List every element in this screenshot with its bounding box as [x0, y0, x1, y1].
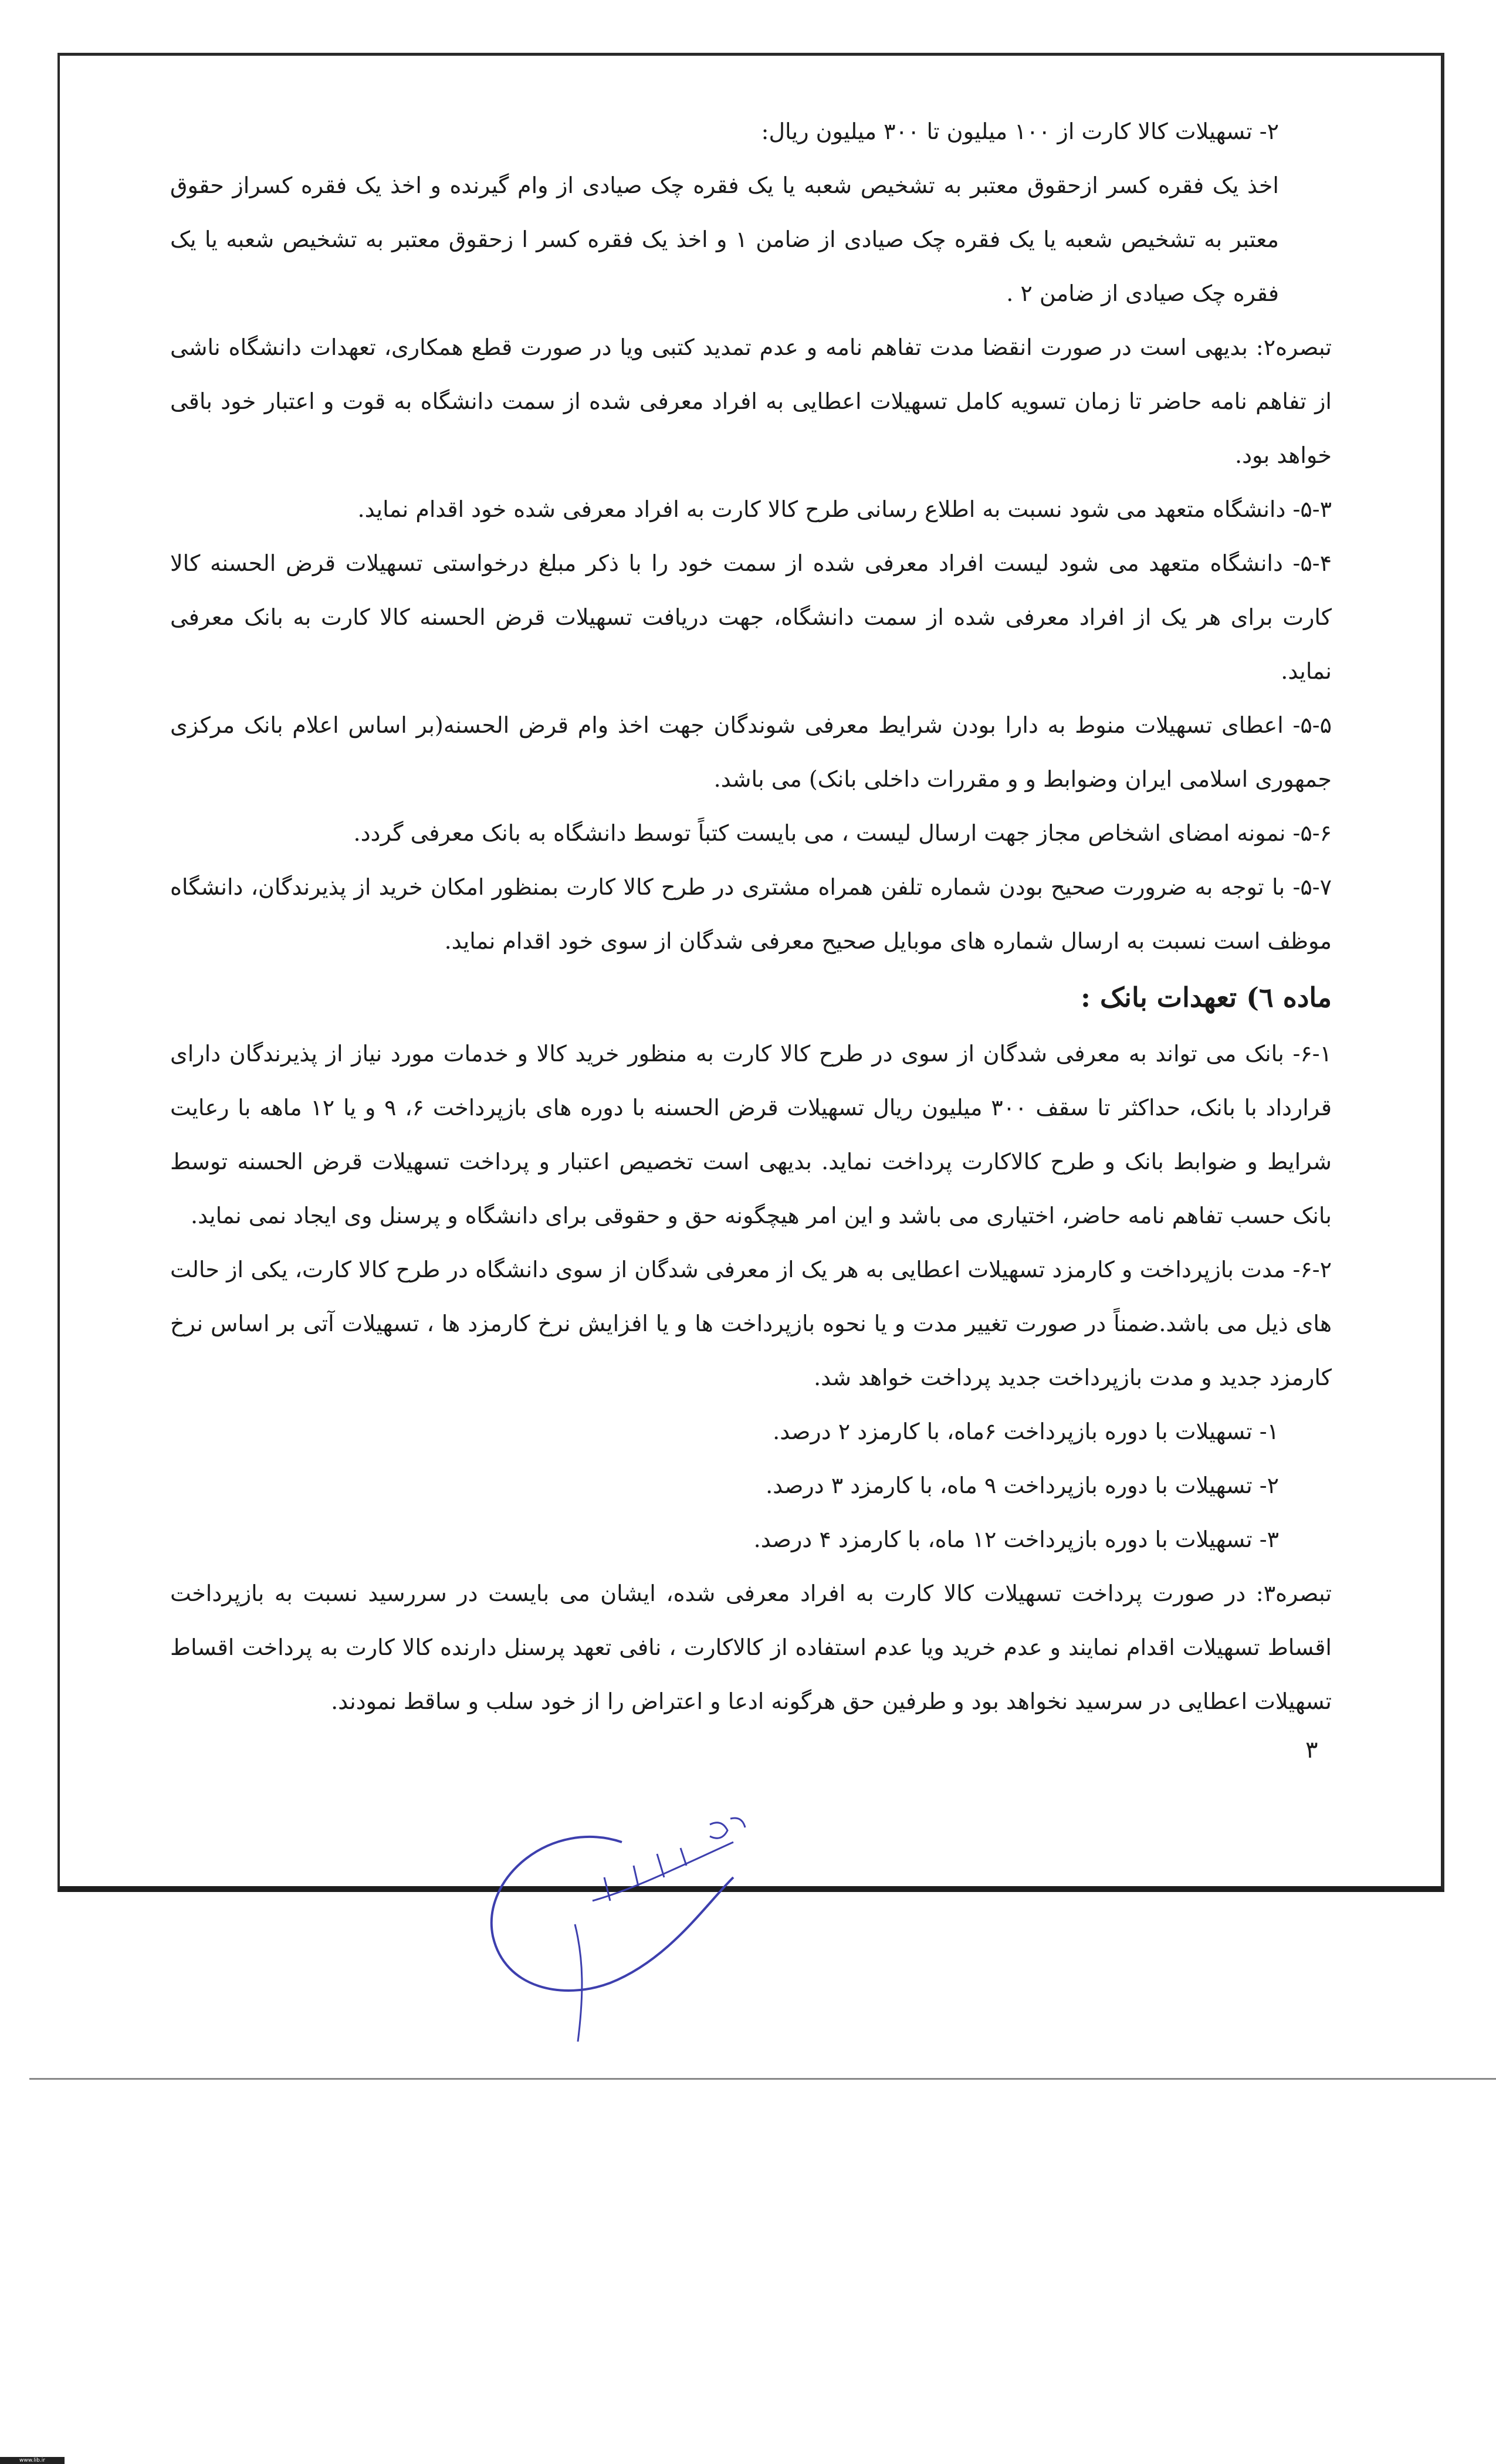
article-6-heading: ماده ٦) تعهدات بانک : — [1081, 981, 1332, 1013]
clause-5-3: ۵-۳- دانشگاه متعهد می شود نسبت به اطلاع رسانی طرح کالا کارت به افراد معرفی شده خود اقدام نماید. — [357, 496, 1332, 522]
clause-6-1: ۶-۱- بانک می تواند به معرفی شدگان از سوی در طرح کالا کارت به منظور خرید کالا و خدمات مورد نیاز از پذیرندگان دارای قرارداد با بانک، حداکثر تا سقف ۳۰۰ میلیون ریال تسهیلات قرض الحسنه با دوره های بازپرداخت ۶، ۹ و یا ۱۲ ماهه با رعایت شرایط و ضوابط بانک و طرح کالاکارت پرداخت نماید. بدیهی است تخصیص اعتبار و پرداخت تسهیلات قرض الحسنه توسط بانک حسب تفاهم نامه حاضر، اختیاری می باشد و این امر هیچگونه حق و حقوقی برای دانشگاه و پرسنل وی ایجاد نمی نماید. — [170, 1041, 1332, 1228]
note-2: تبصره۲: بدیهی است در صورت انقضا مدت تفاهم نامه و عدم تمدید کتبی ویا در صورت قطع همکاری، تعهدات دانشگاه ناشی از تفاهم نامه حاضر تا زمان تسویه کامل تسهیلات اعطایی به افراد معرفی شده از سمت دانشگاه به قوت و اعتبار خود باقی خواهد بود. — [170, 334, 1332, 468]
item-2-title: ۲- تسهیلات کالا کارت از ۱۰۰ میلیون تا ۳۰۰ میلیون ریال: — [761, 119, 1279, 144]
corner-watermark: www.lib.ir — [0, 2457, 65, 2464]
clause-5-6: ۵-۶- نمونه امضای اشخاص مجاز جهت ارسال لیست ، می بایست کتباً توسط دانشگاه به بانک معرفی گردد. — [353, 820, 1332, 846]
list-item: ۱- تسهیلات با دوره بازپرداخت ۶ماه، با کارمزد ۲ درصد. — [773, 1419, 1279, 1444]
page-number: ۳ — [1305, 1737, 1318, 1764]
list-item: ۳- تسهیلات با دوره بازپرداخت ۱۲ ماه، با کارمزد ۴ درصد. — [753, 1527, 1279, 1552]
item-2-text: اخذ یک فقره کسر ازحقوق معتبر به تشخیص شعبه یا یک فقره چک صیادی از وام گیرنده و اخذ یک فقره کسراز حقوق معتبر به تشخیص شعبه یا یک فقره چک صیادی از ضامن ۱ و اخذ یک فقره کسر ا زحقوق معتبر به تشخیص شعبه یا یک فقره چک صیادی از ضامن ۲ . — [170, 172, 1279, 306]
clause-5-7: ۵-۷- با توجه به ضرورت صحیح بودن شماره تلفن همراه مشتری در طرح کالا کارت بمنظور امکان خرید از پذیرندگان، دانشگاه موظف است نسبت به ارسال شماره های موبایل صحیح معرفی شدگان از سوی خود اقدام نماید. — [170, 874, 1332, 954]
clause-6-2: ۶-۲- مدت بازپرداخت و کارمزد تسهیلات اعطایی به هر یک از معرفی شدگان از سوی دانشگاه در طرح کالا کارت، یکی از حالت های ذیل می باشد.ضمناً در صورت تغییر مدت و یا نحوه بازپرداخت ها و یا افزایش نرخ کارمزد ها ، تسهیلات آتی بر اساس نرخ کارمزد جدید و مدت بازپرداخت جدید پرداخت خواهد شد. — [170, 1257, 1332, 1390]
clause-5-4: ۵-۴- دانشگاه متعهد می شود لیست افراد معرفی شده از سمت خود را با ذکر مبلغ درخواستی تسهیلات قرض الحسنه کالا کارت برای هر یک از افراد معرفی شده از سمت دانشگاه، جهت دریافت تسهیلات قرض الحسنه کالا کارت به بانک معرفی نماید. — [170, 550, 1332, 684]
document-body — [170, 104, 1332, 1728]
handwritten-signature — [458, 1807, 763, 2053]
bottom-rule — [29, 2078, 1496, 2080]
note-3: تبصره۳: در صورت پرداخت تسهیلات کالا کارت به افراد معرفی شده، ایشان می بایست در سررسید نسبت به بازپرداخت اقساط تسهیلات اقدام نمایند و عدم خرید ویا عدم استفاده از کالاکارت ، نافی تعهد پرسنل دارنده کالا کارت به پرداخت اقساط تسهیلات اعطایی در سرسید نخواهد بود و طرفین حق هرگونه ادعا و اعتراض را از خود سلب و ساقط نمودند. — [170, 1580, 1332, 1714]
clause-5-5: ۵-۵- اعطای تسهیلات منوط به دارا بودن شرایط معرفی شوندگان جهت اخذ وام قرض الحسنه(بر اساس اعلام بانک مرکزی جمهوری اسلامی ایران وضوابط و و مقررات داخلی بانک) می باشد. — [170, 712, 1332, 792]
list-item: ۲- تسهیلات با دوره بازپرداخت ۹ ماه، با کارمزد ۳ درصد. — [766, 1473, 1279, 1498]
